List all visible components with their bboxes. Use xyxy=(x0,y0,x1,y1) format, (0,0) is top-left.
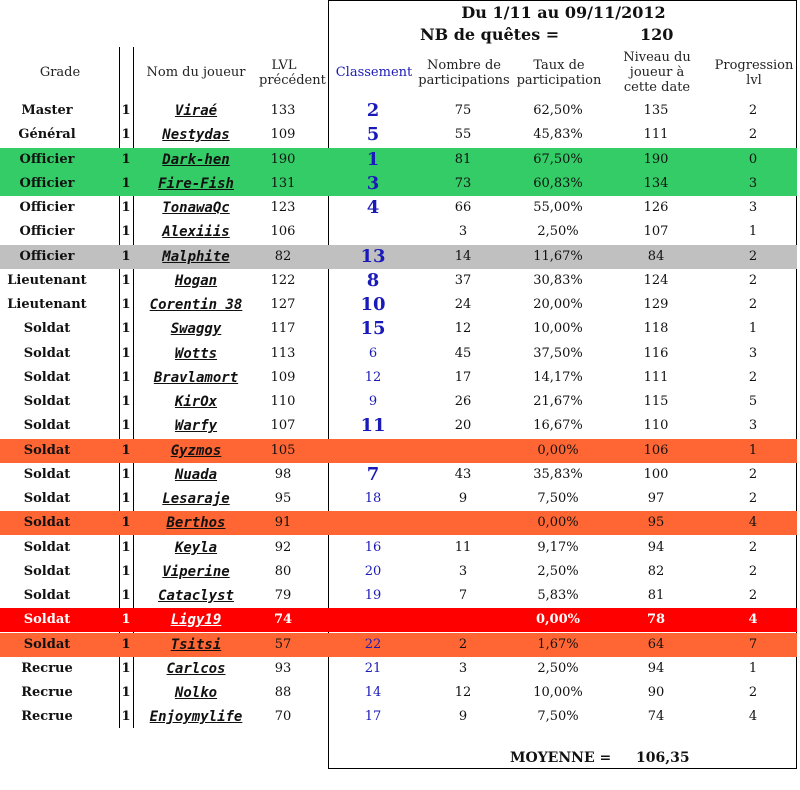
progression-cell: 0 xyxy=(748,151,758,167)
previous-level-cell: 80 xyxy=(274,563,292,579)
participations-cell: 3 xyxy=(458,563,468,579)
participation-rate-cell: 0,00% xyxy=(537,515,579,531)
participation-rate-cell: 0,00% xyxy=(535,612,580,628)
grade-cell: Soldat xyxy=(23,321,71,337)
current-level-cell: 97 xyxy=(647,491,665,506)
table-row xyxy=(0,342,797,366)
current-level-cell: 190 xyxy=(643,151,669,167)
progression-cell: 4 xyxy=(748,515,758,531)
table-row xyxy=(0,414,797,438)
current-level-cell: 81 xyxy=(647,588,665,603)
grade-cell: Officier xyxy=(19,200,75,215)
player-name-cell: Lesaraje xyxy=(162,491,230,507)
table-row xyxy=(0,99,797,123)
table-row xyxy=(0,317,797,341)
progression-cell: 3 xyxy=(748,418,758,434)
participation-rate-cell: 67,50% xyxy=(533,151,583,167)
progression-cell: 1 xyxy=(748,660,758,676)
previous-level-cell: 88 xyxy=(274,685,292,700)
progression-cell: 2 xyxy=(748,466,758,482)
table-row xyxy=(0,172,797,196)
table-row xyxy=(0,511,797,535)
participations-cell: 12 xyxy=(454,685,472,700)
previous-level-cell: 113 xyxy=(270,345,296,361)
count-cell: 1 xyxy=(121,175,131,191)
previous-level-cell: 79 xyxy=(274,588,292,603)
previous-level-cell: 133 xyxy=(270,103,296,118)
previous-level-cell: 110 xyxy=(270,394,296,409)
progression-cell: 3 xyxy=(748,200,758,215)
participations-cell: 12 xyxy=(454,321,472,337)
player-name-cell: Tsitsi xyxy=(170,636,222,653)
current-level-cell: 111 xyxy=(643,127,669,143)
rank-cell: 5 xyxy=(366,124,380,146)
current-level-cell: 107 xyxy=(643,224,669,240)
participation-rate-cell: 14,17% xyxy=(533,369,583,385)
grade-cell: Recrue xyxy=(21,685,73,700)
average-value: 106,35 xyxy=(636,750,690,766)
count-cell: 1 xyxy=(121,103,131,118)
header-participations: Nombre de participations xyxy=(418,58,510,88)
grade-cell: Soldat xyxy=(23,491,71,506)
table-row xyxy=(0,560,797,584)
progression-cell: 7 xyxy=(748,636,758,652)
participations-cell: 11 xyxy=(454,539,472,555)
previous-level-cell: 122 xyxy=(270,272,296,288)
participation-rate-cell: 9,17% xyxy=(537,539,579,555)
rank-cell: 12 xyxy=(364,369,382,385)
progression-cell: 4 xyxy=(748,612,758,628)
grade-cell: Officier xyxy=(19,175,75,191)
player-name-cell: Viraé xyxy=(174,103,218,119)
header-grade: Grade xyxy=(39,65,81,80)
participation-rate-cell: 2,50% xyxy=(537,563,579,579)
table-row xyxy=(0,293,797,317)
player-name-cell: Enjoymylife xyxy=(149,709,243,726)
participations-cell: 43 xyxy=(454,466,472,482)
participations-cell: 66 xyxy=(454,200,472,215)
grade-cell: Soldat xyxy=(23,394,71,409)
current-level-cell: 124 xyxy=(643,272,669,288)
rank-cell: 9 xyxy=(368,394,378,409)
count-cell: 1 xyxy=(121,442,131,458)
player-name-cell: Nestydas xyxy=(162,127,230,144)
player-name-cell: Malphite xyxy=(162,248,230,265)
previous-level-cell: 123 xyxy=(270,200,296,215)
current-level-cell: 118 xyxy=(643,321,669,337)
player-name-cell: Viperine xyxy=(162,563,230,580)
rank-cell: 2 xyxy=(366,100,380,121)
table-row xyxy=(0,633,797,657)
participations-cell: 3 xyxy=(458,660,468,676)
count-cell: 1 xyxy=(121,491,131,506)
rank-cell: 10 xyxy=(360,294,386,315)
player-name-cell: Hogan xyxy=(174,272,218,289)
participation-rate-cell: 20,00% xyxy=(533,297,583,312)
participation-rate-cell: 21,67% xyxy=(533,394,583,409)
count-cell: 1 xyxy=(121,224,131,240)
previous-level-cell: 98 xyxy=(274,466,292,482)
rank-cell: 8 xyxy=(366,269,380,291)
grade-cell: Soldat xyxy=(23,636,71,652)
count-cell: 1 xyxy=(121,563,131,579)
previous-level-cell: 91 xyxy=(274,515,292,531)
participations-cell: 55 xyxy=(454,127,472,143)
grade-cell: Général xyxy=(18,127,76,143)
participation-rate-cell: 30,83% xyxy=(533,272,583,288)
player-name-cell: TonawaQc xyxy=(162,200,230,216)
current-level-cell: 64 xyxy=(647,636,665,652)
count-cell: 1 xyxy=(121,685,131,700)
quests-value: 120 xyxy=(640,25,674,44)
table-row xyxy=(0,608,797,632)
table-row xyxy=(0,439,797,463)
participations-cell xyxy=(414,608,512,632)
progression-cell: 2 xyxy=(748,248,758,264)
header-lvl-prev: LVL précédent xyxy=(259,58,326,88)
current-level-cell: 115 xyxy=(643,394,669,409)
progression-cell: 2 xyxy=(748,272,758,288)
progression-cell: 2 xyxy=(748,685,758,700)
current-level-cell: 111 xyxy=(643,369,669,385)
count-cell: 1 xyxy=(121,515,131,531)
participations-cell: 20 xyxy=(454,418,472,434)
progression-cell: 1 xyxy=(748,442,758,458)
table-row xyxy=(0,705,797,729)
previous-level-cell: 131 xyxy=(270,175,296,191)
header-name: Nom du joueur xyxy=(146,65,246,80)
previous-level-cell: 109 xyxy=(270,369,296,385)
count-cell: 1 xyxy=(121,200,131,215)
grade-cell: Soldat xyxy=(23,588,71,603)
current-level-cell: 126 xyxy=(643,200,669,215)
participation-rate-cell: 62,50% xyxy=(533,103,583,118)
progression-cell: 2 xyxy=(748,369,758,385)
participations-cell: 26 xyxy=(454,394,472,409)
participation-rate-cell: 1,67% xyxy=(537,636,579,652)
progression-cell: 3 xyxy=(748,345,758,361)
participation-rate-cell: 7,50% xyxy=(537,491,579,506)
progression-cell: 4 xyxy=(748,709,758,725)
participations-cell xyxy=(414,439,512,463)
rank-cell: 6 xyxy=(368,345,378,361)
previous-level-cell: 70 xyxy=(274,709,292,725)
current-level-cell: 82 xyxy=(647,563,665,579)
previous-level-cell: 93 xyxy=(274,660,292,676)
table-row xyxy=(0,657,797,681)
progression-cell: 2 xyxy=(748,539,758,555)
table-row xyxy=(0,269,797,293)
previous-level-cell: 127 xyxy=(270,297,296,312)
previous-level-cell: 190 xyxy=(270,151,296,167)
progression-cell: 2 xyxy=(748,297,758,312)
participations-cell: 3 xyxy=(458,224,468,240)
player-name-cell: Alexiiis xyxy=(162,224,230,241)
participation-rate-cell: 2,50% xyxy=(537,660,579,676)
participations-cell: 9 xyxy=(458,709,468,725)
rank-cell: 14 xyxy=(364,685,382,700)
participations-cell: 7 xyxy=(458,588,468,603)
count-cell: 1 xyxy=(121,369,131,385)
participation-rate-cell: 60,83% xyxy=(533,175,583,191)
grade-cell: Soldat xyxy=(23,345,71,361)
rank-cell: 17 xyxy=(364,709,382,725)
participation-rate-cell: 10,00% xyxy=(533,321,583,337)
header-niveau: Niveau du joueur à cette date xyxy=(623,50,691,95)
grade-cell: Soldat xyxy=(23,418,71,434)
rank-cell: 16 xyxy=(364,539,382,555)
grade-cell: Soldat xyxy=(23,563,71,579)
current-level-cell: 94 xyxy=(647,539,665,555)
count-cell: 1 xyxy=(121,588,131,603)
grade-cell: Officier xyxy=(19,224,75,240)
participation-rate-cell: 7,50% xyxy=(537,709,579,725)
player-name-cell: Cataclyst xyxy=(158,588,234,604)
count-cell: 1 xyxy=(121,636,131,652)
progression-cell: 2 xyxy=(748,588,758,603)
player-name-cell: Berthos xyxy=(166,515,226,532)
count-cell: 1 xyxy=(121,466,131,482)
previous-level-cell: 117 xyxy=(270,321,296,337)
participation-rate-cell: 10,00% xyxy=(533,685,583,700)
rank-cell: 18 xyxy=(364,491,382,506)
count-cell: 1 xyxy=(121,321,131,337)
player-name-cell: Dark-hen xyxy=(162,151,230,168)
current-level-cell: 90 xyxy=(647,685,665,700)
participations-cell: 81 xyxy=(454,151,472,167)
grade-cell: Officier xyxy=(19,248,75,264)
count-cell: 1 xyxy=(121,248,131,264)
table-row xyxy=(0,220,797,244)
player-name-cell: Keyla xyxy=(174,539,218,556)
current-level-cell: 100 xyxy=(643,466,669,482)
current-level-cell: 84 xyxy=(647,248,665,264)
player-name-cell: Fire-Fish xyxy=(158,175,234,192)
rank-cell: 11 xyxy=(360,415,386,437)
participation-rate-cell: 0,00% xyxy=(537,442,579,458)
player-name-cell: Carlcos xyxy=(166,660,226,677)
player-name-cell: Bravlamort xyxy=(153,369,239,386)
participations-cell: 75 xyxy=(454,103,472,118)
rank-cell: 15 xyxy=(360,318,386,340)
rank-cell: 3 xyxy=(366,172,380,194)
header-taux: Taux de participation xyxy=(516,58,602,88)
header-rank: Classement xyxy=(335,65,413,80)
progression-cell: 1 xyxy=(748,224,758,240)
current-level-cell: 129 xyxy=(643,297,669,312)
current-level-cell: 94 xyxy=(647,660,665,676)
table-row xyxy=(0,681,797,705)
player-name-cell: KirOx xyxy=(174,394,218,410)
grade-cell: Soldat xyxy=(23,539,71,555)
player-name-cell: Corentin 38 xyxy=(149,297,243,313)
player-name-cell: Nolko xyxy=(174,685,218,701)
header-progression: Progression lvl xyxy=(714,58,794,88)
current-level-cell: 116 xyxy=(643,345,669,361)
count-cell: 1 xyxy=(121,709,131,725)
player-name-cell: Ligy19 xyxy=(170,612,222,629)
grade-cell: Officier xyxy=(19,151,75,167)
progression-cell: 2 xyxy=(748,127,758,143)
player-name-cell: Nuada xyxy=(174,466,218,483)
grade-cell: Recrue xyxy=(21,709,73,725)
progression-cell: 2 xyxy=(748,491,758,506)
table-row xyxy=(0,245,797,269)
current-level-cell: 74 xyxy=(647,709,665,725)
participation-rate-cell: 16,67% xyxy=(533,418,583,434)
previous-level-cell: 105 xyxy=(270,442,296,458)
participation-rate-cell: 5,83% xyxy=(537,588,579,603)
grade-cell: Soldat xyxy=(23,369,71,385)
participations-cell: 37 xyxy=(454,272,472,288)
count-cell: 1 xyxy=(121,127,131,143)
table-row xyxy=(0,487,797,511)
participation-rate-cell: 2,50% xyxy=(537,224,579,240)
participation-rate-cell: 37,50% xyxy=(533,345,583,361)
count-cell: 1 xyxy=(121,394,131,409)
rank-cell xyxy=(332,220,414,244)
previous-level-cell: 95 xyxy=(274,491,292,506)
rank-cell xyxy=(332,439,414,463)
participations-cell: 9 xyxy=(458,491,468,506)
participations-cell: 24 xyxy=(454,297,472,312)
player-name-cell: Warfy xyxy=(174,418,218,435)
previous-level-cell: 92 xyxy=(274,539,292,555)
participations-cell: 14 xyxy=(454,248,472,264)
count-cell: 1 xyxy=(121,660,131,676)
participations-cell: 45 xyxy=(454,345,472,361)
count-cell: 1 xyxy=(121,297,131,312)
table-row xyxy=(0,463,797,487)
count-cell: 1 xyxy=(121,612,131,628)
count-cell: 1 xyxy=(121,539,131,555)
participation-rate-cell: 55,00% xyxy=(533,200,583,215)
rank-cell: 21 xyxy=(364,660,382,676)
table-row xyxy=(0,390,797,414)
current-level-cell: 134 xyxy=(643,175,669,191)
progression-cell: 5 xyxy=(748,394,758,409)
rank-cell: 4 xyxy=(366,197,380,218)
grade-cell: Soldat xyxy=(23,515,71,531)
progression-cell: 2 xyxy=(748,563,758,579)
grade-cell: Recrue xyxy=(21,660,73,676)
previous-level-cell: 57 xyxy=(274,636,292,652)
previous-level-cell: 82 xyxy=(274,248,292,264)
rank-cell xyxy=(332,511,414,535)
rank-cell xyxy=(332,608,414,632)
count-cell: 1 xyxy=(121,345,131,361)
table-row xyxy=(0,196,797,220)
grade-cell: Master xyxy=(21,103,73,118)
progression-cell: 1 xyxy=(748,321,758,337)
table-row xyxy=(0,148,797,172)
grade-cell: Soldat xyxy=(23,612,71,628)
participation-rate-cell: 45,83% xyxy=(533,127,583,143)
player-name-cell: Gyzmos xyxy=(170,442,222,459)
progression-cell: 3 xyxy=(748,175,758,191)
current-level-cell: 135 xyxy=(643,103,669,118)
grade-cell: Soldat xyxy=(23,442,71,458)
rank-cell: 1 xyxy=(366,148,380,170)
current-level-cell: 78 xyxy=(646,612,666,628)
current-level-cell: 106 xyxy=(643,442,669,458)
previous-level-cell: 107 xyxy=(270,418,296,434)
table-row xyxy=(0,366,797,390)
participation-rate-cell: 35,83% xyxy=(533,466,583,482)
rank-cell: 7 xyxy=(366,463,380,485)
participations-cell xyxy=(414,511,512,535)
quests-label: NB de quêtes = xyxy=(420,25,560,44)
player-name-cell: Swaggy xyxy=(170,321,222,338)
rank-cell: 13 xyxy=(360,245,386,267)
grade-cell: Soldat xyxy=(23,466,71,482)
table-row xyxy=(0,584,797,608)
count-cell: 1 xyxy=(121,418,131,434)
average-label: MOYENNE = xyxy=(510,750,612,766)
previous-level-cell: 106 xyxy=(270,224,296,240)
current-level-cell: 95 xyxy=(647,515,665,531)
participations-cell: 73 xyxy=(454,175,472,191)
count-cell: 1 xyxy=(121,272,131,288)
grade-cell: Lieutenant xyxy=(7,297,87,312)
participations-cell: 17 xyxy=(454,369,472,385)
period-title: Du 1/11 au 09/11/2012 xyxy=(461,3,666,22)
count-cell: 1 xyxy=(121,151,131,167)
table-row xyxy=(0,536,797,560)
current-level-cell: 110 xyxy=(643,418,669,434)
table-row xyxy=(0,123,797,147)
participations-cell: 2 xyxy=(458,636,468,652)
rank-cell: 19 xyxy=(364,588,382,603)
rank-cell: 22 xyxy=(364,636,382,652)
previous-level-cell: 74 xyxy=(273,612,293,628)
progression-cell: 2 xyxy=(748,103,758,118)
previous-level-cell: 109 xyxy=(270,127,296,143)
participation-rate-cell: 11,67% xyxy=(533,248,583,264)
grade-cell: Lieutenant xyxy=(7,272,87,288)
player-name-cell: Wotts xyxy=(174,345,218,362)
rank-cell: 20 xyxy=(364,563,382,579)
